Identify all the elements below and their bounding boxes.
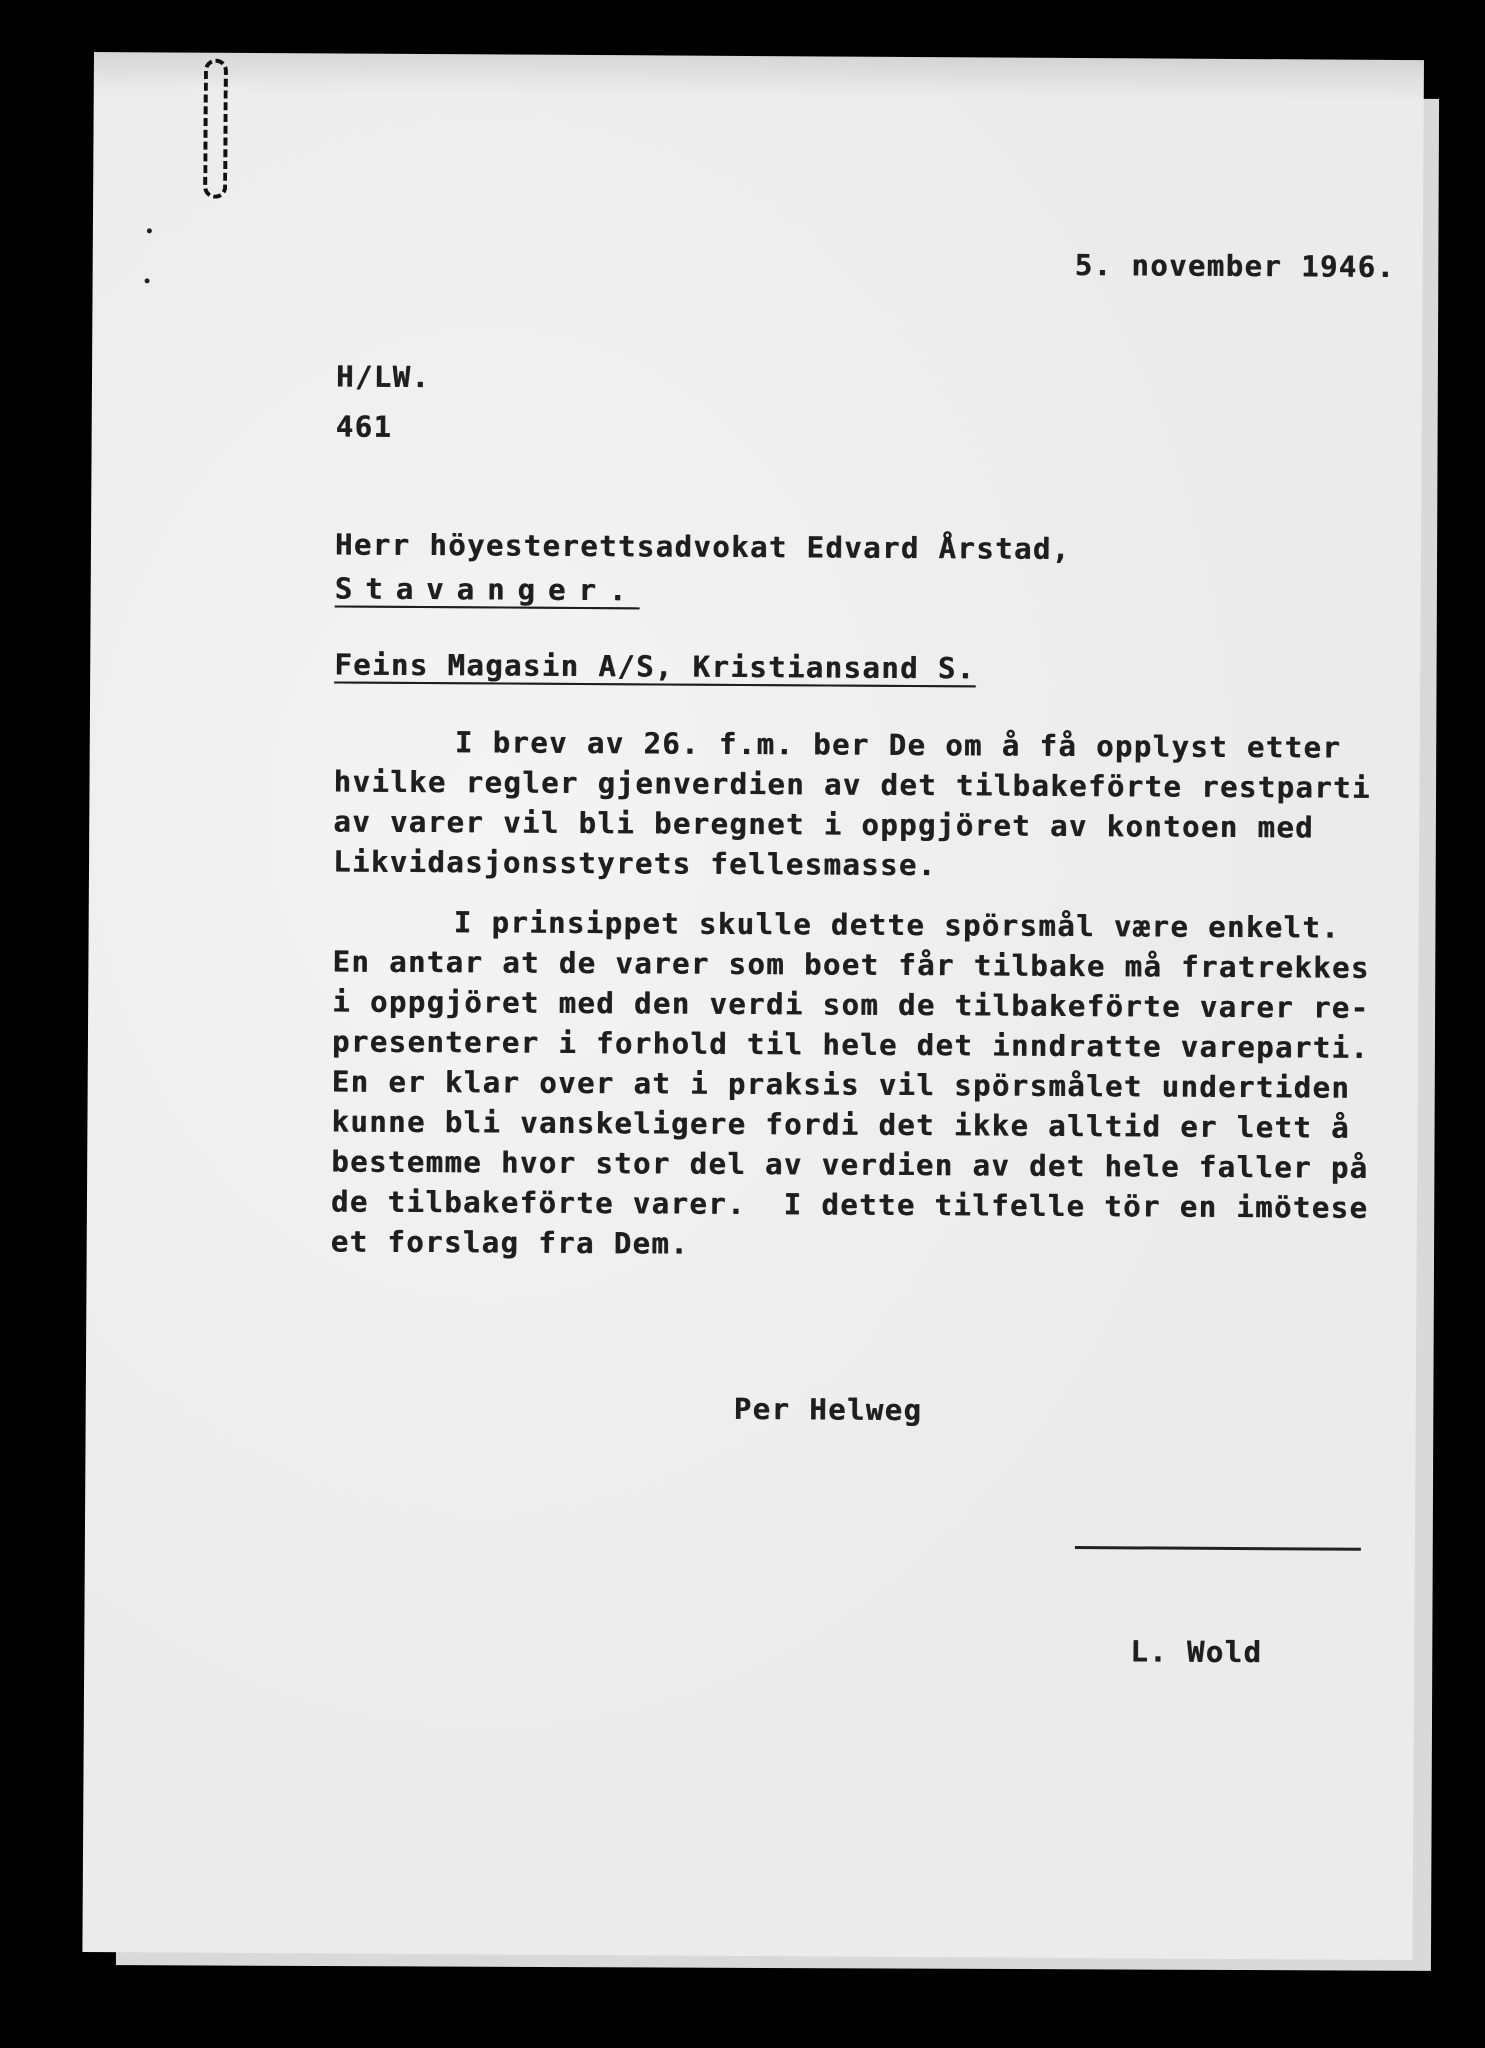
reference-code: H/LW. [335,359,431,395]
paragraph-line: En antar at de varer som boet får tilbake må fratrekkes [332,944,1370,985]
paragraph-line: av varer vil bli beregnet i oppgjöret av kontoen med [333,804,1315,845]
paragraph-line: i oppgjöret med den verdi som de tilbakeförte varer re- [332,984,1370,1025]
typist-initials: L. Wold [1130,1634,1263,1670]
paragraph-line: I prinsippet skulle dette spörsmål være enkelt. [453,905,1341,945]
letter-sheet [82,52,1424,1960]
paragraph-line: et forslag fra Dem. [330,1224,690,1261]
subject-line: Feins Magasin A/S, Kristiansand S. [334,647,976,686]
punch-mark [147,228,152,233]
letter-date: 5. november 1946. [1074,247,1396,284]
reference-number: 461 [335,409,393,444]
punch-mark [145,278,150,283]
recipient-name: Herr höyesterettsadvokat Edvard Årstad, [334,527,1071,566]
paragraph-line: kunne bli vanskeligere fordi det ikke alltid er lett å [331,1104,1350,1145]
paragraph-1 [332,721,1371,887]
recipient-city: Stavanger. [334,571,640,608]
paragraph-line: En er klar over at i praksis vil spörsmålet undertiden [331,1064,1351,1105]
paragraph-line: bestemme hvor stor del av verdien av det hele faller på [331,1144,1369,1185]
paper-clip-icon [203,59,228,199]
paragraph-line: presenterer i forhold til hele det inndratte vareparti. [331,1024,1370,1065]
paragraph-2 [330,901,1370,1267]
paragraph-line: de tilbakeförte varer. I dette tilfelle tör en imötese [330,1184,1369,1225]
paragraph-line: I brev av 26. f.m. ber De om å få opplyst etter [454,725,1342,765]
signatory: Per Helweg [733,1391,923,1428]
paragraph-line: Likvidasjonsstyrets fellesmasse. [332,844,937,883]
paragraph-line: hvilke regler gjenverdien av det tilbakeförte restparti [333,764,1371,805]
signature-rule [1075,1546,1361,1551]
